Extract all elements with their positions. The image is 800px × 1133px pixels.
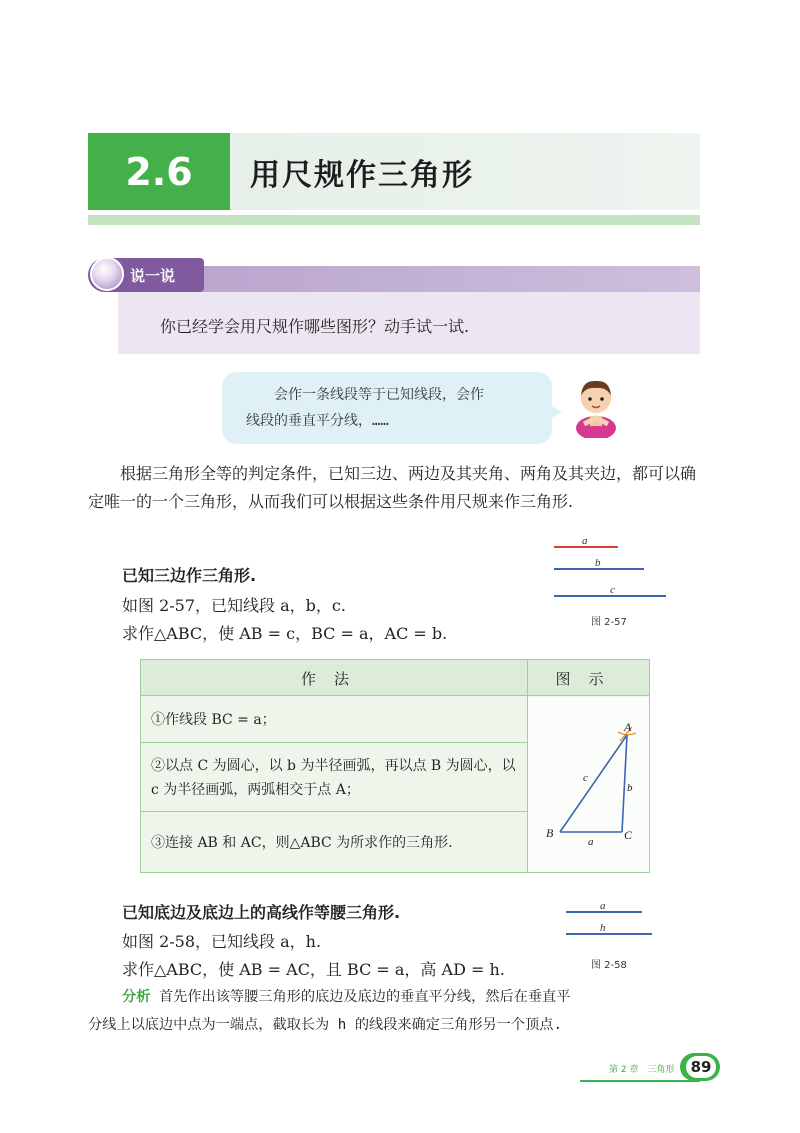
say-badge: 说一说 — [88, 258, 204, 292]
fig57-label-b: b — [595, 557, 601, 569]
fig57-caption: 图 2-57 — [591, 617, 627, 628]
step-3-text: ③连接 AB 和 AC，则△ABC 为所求作的三角形. — [151, 834, 453, 851]
analysis-text-1: 首先作出该等腰三角形的底边及底边的垂直平分线，然后在垂直平 — [158, 989, 571, 1005]
fig58-label-h: h — [600, 922, 606, 934]
table-row-step-2 — [141, 744, 527, 812]
table-header-method: 作法 — [300, 669, 367, 688]
analysis-line-2: 分线上以底边中点为一端点，截取长为 h 的线段来确定三角形另一个顶点. — [88, 1017, 562, 1033]
vertex-a-label: A — [624, 720, 632, 734]
say-ball-icon — [90, 257, 124, 291]
iso-given: 如图 2-58，已知线段 a，h. — [122, 932, 322, 951]
fig58-label-a: a — [600, 900, 606, 912]
bubble-line-2: 线段的垂直平分线，…… — [246, 413, 389, 429]
iso-heading: 已知底边及底边上的高线作等腰三角形. — [122, 903, 401, 922]
bubble-line-1: 会作一条线段等于已知线段，会作 — [274, 387, 484, 403]
side-b-label: b — [627, 782, 633, 794]
step-2-text: ②以点 C 为圆心，以 b 为半径画弧，再以点 B 为圆心，以 c 为半径画弧，两弧相交于点 A； — [151, 757, 516, 798]
table-row-step-3 — [141, 813, 527, 872]
page-number: 89 — [686, 1056, 716, 1078]
vertex-c-label: C — [624, 828, 633, 842]
table-row-step-1 — [141, 697, 527, 743]
fig58-caption: 图 2-58 — [591, 960, 627, 971]
vertex-b-label: B — [546, 826, 554, 840]
bubble-tail — [548, 404, 562, 420]
table-header-figure: 图示 — [555, 669, 622, 688]
analysis-line-1 — [122, 986, 570, 1006]
footer-chapter: 第 2 章 三角形 — [609, 1065, 675, 1075]
side-a-label: a — [588, 836, 594, 848]
section-title: 用尺规作三角形 — [250, 158, 474, 193]
fig57-label-a: a — [582, 536, 588, 547]
step-1-text: ①作线段 BC = a； — [151, 711, 276, 728]
side-c-label: c — [583, 772, 588, 784]
figure-2-57 — [548, 536, 672, 608]
student-icon — [570, 372, 622, 438]
sss-given: 如图 2-57，已知线段 a，b，c. — [122, 596, 346, 615]
say-header-bar — [118, 266, 700, 292]
say-question: 你已经学会用尺规作哪些图形？动手试一试. — [118, 292, 700, 354]
analysis-key: 分析 — [122, 989, 151, 1005]
triangle-abc-figure — [528, 697, 649, 872]
intro-paragraph: 根据三角形全等的判定条件，已知三边、两边及其夹角、两角及其夹边，都可以确定唯一的一个三角形，从而我们可以根据这些条件用尺规来作三角形. — [88, 464, 697, 511]
banner-underline — [88, 215, 700, 225]
sss-heading: 已知三边作三角形. — [122, 566, 257, 585]
speech-bubble — [222, 372, 552, 444]
sss-task: 求作△ABC，使 AB = c，BC = a，AC = b. — [122, 624, 448, 643]
iso-task: 求作△ABC，使 AB = AC，且 BC = a，高 AD = h. — [122, 960, 505, 979]
side-ab — [560, 735, 627, 832]
footer-rule — [580, 1080, 700, 1082]
figure-2-58 — [560, 898, 660, 940]
construction-table — [140, 659, 650, 873]
table-figure-cell — [528, 697, 649, 872]
fig57-label-c: c — [610, 584, 615, 596]
section-number: 2.6 — [88, 133, 230, 210]
